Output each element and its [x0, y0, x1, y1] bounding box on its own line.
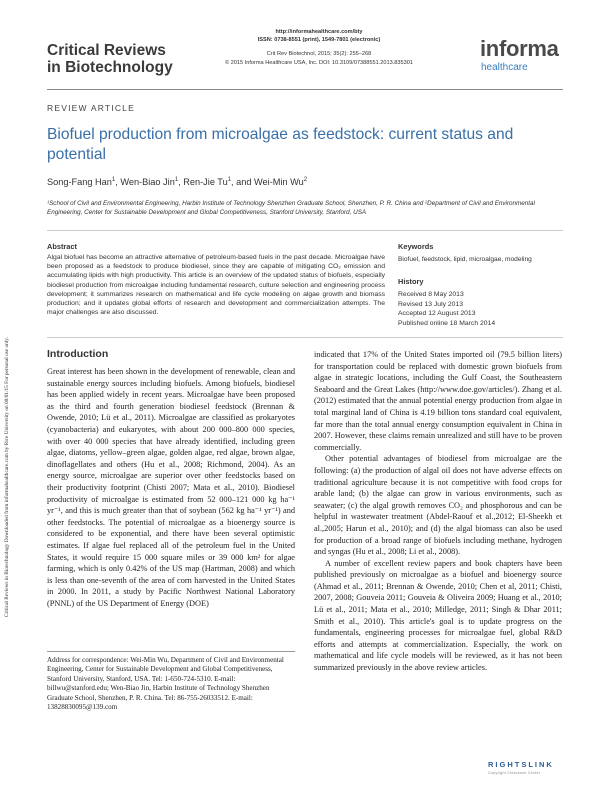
- publisher-logo: informa: [480, 36, 559, 61]
- affiliations: ¹School of Civil and Environmental Engineering, Harbin Institute of Technology Shenzhen Graduate School, Shenzhen, P. R. China and ²Department of Civil and Environmental Engineering, Center for Sustainable Development and Global Competitiveness, Stanford University, Stanford, USA: [47, 200, 535, 217]
- publication-info: [208, 28, 430, 67]
- author-name: Wei-Min Wu: [254, 177, 304, 188]
- rightslink-logo[interactable]: RIGHTSLINK: [488, 760, 554, 769]
- body-paragraph: indicated that 17% of the United States imported oil (79.5 billion liters) for transportation could be replaced with domestic grown biofuels from algae in strategic locations, including the Gulf Coast, the Southeastern Seaboard and the Great Lakes (http://www.doe.gov/articles/). Zhang et al. (2012) estimated that the annual potential energy production from algae in total marginal land of China is 4.19 billion tons standard coal equivalent, far more than the total annual energy consumption equivalent in China in 2007. However, these claims remain unrealized and still have to be proven commercially.: [314, 350, 562, 452]
- author-affiliation-mark: 2: [303, 177, 308, 183]
- history-heading: History: [398, 277, 424, 286]
- citation: Crit Rev Biotechnol, 2015; 35(2): 255–268: [266, 51, 372, 58]
- download-notice: Critical Reviews in Biotechnology Downloaded from informahealthcare.com by Rice University on 08/01/15 For personal use only.: [4, 337, 10, 618]
- introduction-heading: Introduction: [47, 348, 109, 360]
- abstract-heading: Abstract: [47, 242, 77, 251]
- abstract-text: Algal biofuel has become an attractive alternative of petroleum-based fuels in the past decade. Microalgae have been proposed as a feedstock to produce biodiesel, since they are capable of mitigating CO₂ emission and accumulating lipids with high productivity. This article is an overview of the updated status of biofuels, especially biodiesel production from microalgae including fundamental research, culture selection and engineering process development; it summarizes research on mathematical and life cycle modeling on algae growth and biomass production; and it updates global efforts of research and development and commercialization attempts. The major challenges are also discussed.: [47, 254, 385, 317]
- author-name: Wen-Biao Jin: [120, 177, 175, 188]
- history-item: Received 8 May 2013: [398, 291, 464, 298]
- journal-name-line1: Critical Reviews: [47, 42, 166, 59]
- correspondence-footnote: Address for correspondence: Wei-Min Wu, Department of Civil and Environmental Engineering, Center for Sustainable Development and Global Competitiveness, Stanford University, Stanford, USA. Tel: 1-650-724-5310. E-mail: billwu@stanford.edu; Wen-Biao Jin, Harbin Institute of Technology Shenzhen Graduate School, Shenzhen, P. R. China. Tel: 86-755-26033512. E-mail: 13828830095@139.com: [47, 656, 284, 712]
- body-paragraph: A number of excellent review papers and book chapters have been published previously on microalgae as a biofuel and bioenergy source (Ahmad et al., 2011; Brennan & Owende, 2010; Chen et al, 2011; Chisti, 2007, 2008; Gouveia 2011; Gouveia & Oliveira 2009; Huang et al., 2010; Lü et al., 2011; Mata et al., 2010; Milledge, 2011; Singh & Dhar 2011; Smith et al., 2010). This article's goal is to update progress on the fundamentals, engineering processes for microalgae fuel, global R&D efforts and attempts at commercialization. Especially, the work on mathematical and life cycle models will be reviewed, as it has not been summarized previously in the above review articles.: [314, 558, 562, 673]
- body-paragraph: Great interest has been shown in the development of renewable, clean and sustainable energy sources including biofuels. Among biofuels, biodiesel has been applied widely in recent years. Microalgae have been proposed as the third and fourth generation biodiesel feedstock (Brennan & Owende, 2010; Lü et al., 2011). Microalgae are classified as prokaryotes (cyanobacteria) and eukaryotes, with about 200 000–800 000 species, with over 40 000 species that have already identified, including green algae, diatoms, yellow–green algae, golden algae, red algae, brown algae, dinoflagellates and others (Hu et al., 2008; Richmond, 2004). As an energy source, microalgae are superior over other feedstocks based on their productivity footprint (Chisti 2007; Mata et al., 2010). Biodiesel productivity of microalgae is estimated from 52 000–121 000 kg ha⁻¹ yr⁻¹, and this is much greater than that of soybean (562 kg ha⁻¹ yr⁻¹) and other feedstocks. The potential of microalgae as a bioenergy source is considered to be exponential, and there have been several optimistic estimates. If algae fuel replaced all of the petroleum fuel in the United States, it would require 15 000 square miles or 39 000 km² for algae farming, which is only 0.42% of the US map (Hartman, 2008) and which is less than one-seventh of the area of corn harvested in the United States in 2000. In 2011, a study by Pacific Northwest National Laboratory (PNNL) of the US Department of Energy (DOE): [47, 367, 295, 608]
- publisher-logo-sub: healthcare: [481, 62, 528, 73]
- history-item: Accepted 12 August 2013: [398, 310, 476, 318]
- copyright-doi: © 2015 Informa Healthcare USA, Inc. DOI: 10.3109/07388551.2013.835301: [225, 59, 413, 66]
- journal-url[interactable]: http://informahealthcare.com/bty: [275, 29, 363, 35]
- journal-name-line2: in Biotechnology: [47, 59, 173, 76]
- rightslink-tagline: Copyright Clearance Center: [488, 771, 541, 775]
- journal-name: [47, 42, 173, 76]
- history-list: [398, 290, 495, 329]
- author-name: Ren-Jie Tu: [183, 177, 228, 188]
- author-affiliation-mark: 1: [174, 177, 179, 183]
- author-list: Song-Fang Han$^1$, Wen-Biao Jin$^1$, Ren-Jie Tu$^1$, and Wei-Min Wu$^2$: [47, 177, 308, 188]
- article-title: Biofuel production from microalgae as feedstock: current status and potential: [47, 126, 514, 163]
- keywords-text: Biofuel, feedstock, lipid, microalgae, modeling: [398, 256, 532, 263]
- header-divider: [47, 89, 563, 90]
- body-column-left: [47, 366, 295, 638]
- article-type: REVIEW ARTICLE: [47, 103, 135, 113]
- history-item: Published online 18 March 2014: [398, 320, 496, 328]
- body-paragraph: Other potential advantages of biodiesel from microalgae are the following: (a) the production of algal oil does not have adverse effects on traditional agriculture because it is not competitive with food crops for arable land; (b) the algae can grow in various environments, such as seawater; (c) the algal growth removes CO₂ and phosphorous and can be helpful in wastewater treatment (Abdel-Raouf et al.,2012; El-Sheekh et al.,2005; Harun et al., 2010); and (d) the algal biomass can also be used for production of a broad range of biofuels including methane, hydrogen and syngas (Hu et al., 2008; Li et al., 2008).: [314, 454, 562, 557]
- footnote-divider: [47, 651, 295, 652]
- history-item: Revised 13 July 2013: [398, 300, 463, 308]
- affiliation-divider: [47, 230, 563, 231]
- issn: ISSN: 0738-8551 (print), 1549-7801 (electronic): [257, 37, 381, 44]
- author-affiliation-mark: 1: [227, 177, 232, 183]
- author-name: Song-Fang Han: [47, 177, 112, 188]
- author-affiliation-mark: 1: [111, 177, 116, 183]
- keywords-heading: Keywords: [398, 242, 434, 251]
- body-column-right: [314, 349, 562, 787]
- abstract-divider: [47, 337, 563, 338]
